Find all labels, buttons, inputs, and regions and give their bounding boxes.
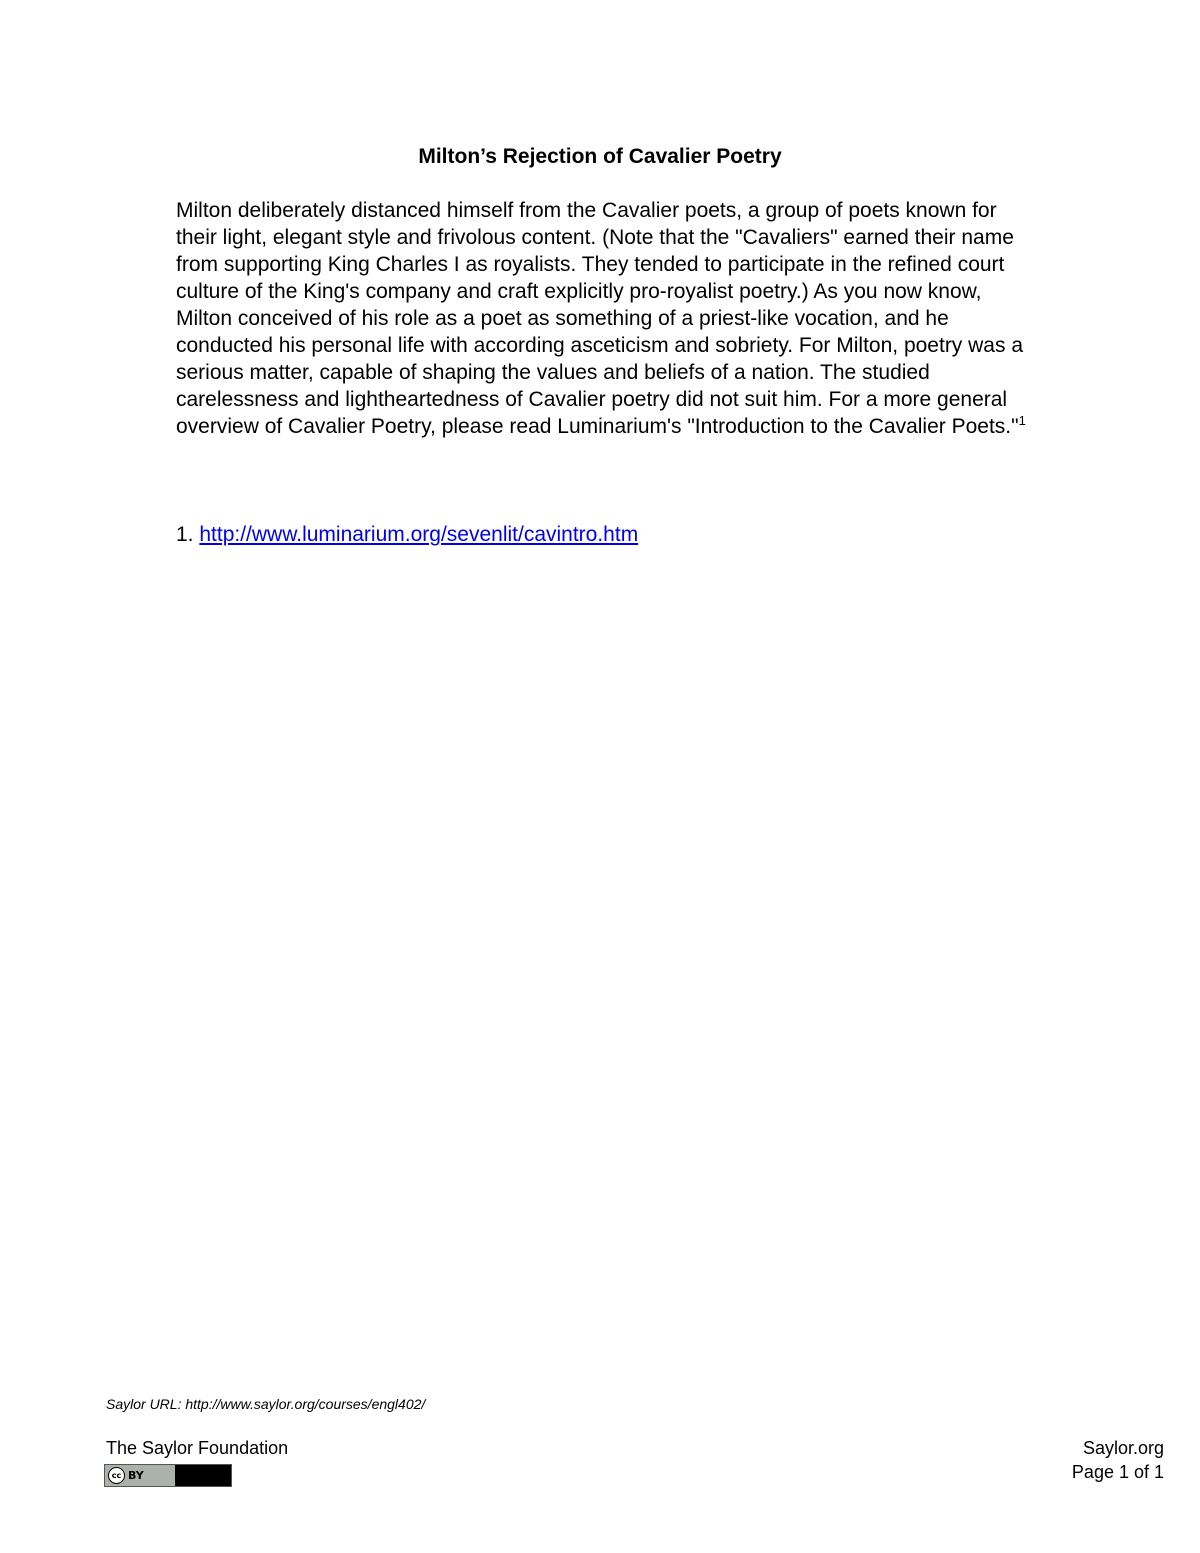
paragraph-content: Milton deliberately distanced himself from the Cavalier poets, a group of poets known for their light, elegant style and frivolous content. (Note that the "Cavaliers" earned their name from supporting King Charles I as royalists. They tended to participate in the refined court culture of the King's company and craft explicitly pro-royalist poetry.) As you now know, Milton conceived of his role as a poet as something of a priest-like vocation, and he conducted his personal life with according asceticism and sobriety. For Milton, poetry was a serious matter, capable of shaping the values and beliefs of a nation. The studied carelessness and lightheartedness of Cavalier poetry did not suit him. For a more general overview of Cavalier Poetry, please read Luminarium's "Introduction to the Cavalier Poets." <box>176 199 1024 438</box>
footnote-link[interactable]: http://www.luminarium.org/sevenlit/cavintro.htm <box>199 523 639 546</box>
cc-badge-right <box>175 1465 231 1486</box>
cc-badge-left <box>105 1465 175 1486</box>
footnote <box>176 521 638 548</box>
footnote-number: 1. <box>176 523 194 546</box>
footnote-marker[interactable]: 1 <box>1018 413 1026 428</box>
body-paragraph <box>176 197 1026 440</box>
cc-icon: cc <box>108 1467 125 1484</box>
cc-by-license-badge[interactable] <box>104 1464 232 1487</box>
paragraph-text <box>176 197 1026 440</box>
foundation-name: The Saylor Foundation <box>106 1438 289 1458</box>
page-number: Page 1 of 1 <box>1071 1462 1164 1482</box>
saylor-url: Saylor URL: http://www.saylor.org/courses/engl402/ <box>106 1396 426 1412</box>
by-label: BY <box>128 1469 144 1482</box>
site-name: Saylor.org <box>1082 1438 1164 1458</box>
document-title: Milton’s Rejection of Cavalier Poetry <box>418 145 782 168</box>
